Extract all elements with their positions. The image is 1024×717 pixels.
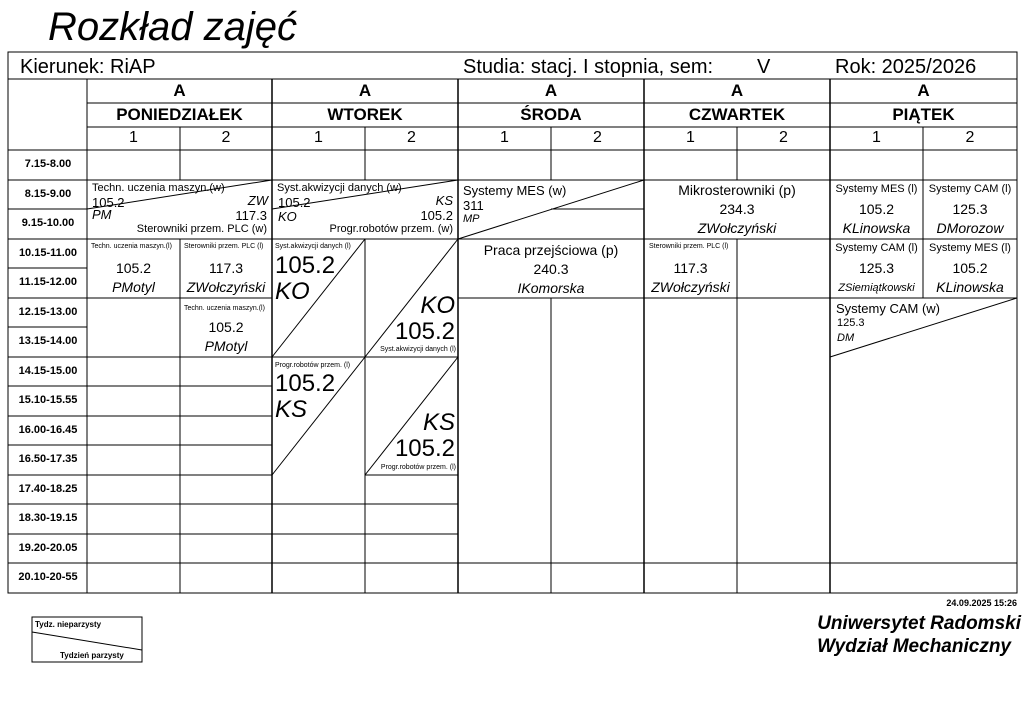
class-teacher: PMotyl	[112, 279, 155, 295]
class-teacher: KLinowska	[842, 220, 911, 236]
day-group: A	[173, 81, 186, 100]
class-room: 117.3	[673, 260, 708, 276]
class-room: 105.2	[394, 435, 455, 462]
day-name: CZWARTEK	[688, 105, 786, 124]
class-subject: Sterowniki przem. PLC (w)	[136, 223, 267, 235]
page-title: Rozkład zajęć	[48, 5, 298, 49]
class-room: 105.2	[420, 208, 453, 223]
class-subject: Systemy MES (w)	[463, 183, 567, 198]
subgroup-label: 2	[965, 129, 975, 146]
class-room: 105.2	[394, 318, 455, 345]
day-name: ŚRODA	[520, 105, 582, 124]
subgroup-label: 1	[129, 129, 138, 146]
class-subject: Systemy CAM (l)	[928, 183, 1012, 195]
class-teacher: KO	[275, 278, 310, 305]
time-slot: 14.15-15.00	[18, 365, 78, 377]
class-room: 105.2	[115, 260, 152, 276]
field-studia: Studia: stacj. I stopnia, sem:	[463, 56, 714, 78]
class-room: 117.3	[209, 260, 243, 276]
time-slot: 15.10-15.55	[18, 394, 78, 406]
class-subject: Techn. uczenia maszyn.(l)	[184, 305, 265, 312]
class-subject: Progr.robotów przem. (l)	[275, 362, 351, 369]
class-subject: Techn. uczenia maszyn.(w)	[92, 182, 225, 194]
day-name: WTOREK	[327, 105, 403, 124]
time-slot: 16.00-16.45	[18, 424, 78, 436]
subgroup-label: 1	[686, 129, 695, 146]
subgroup-label: 2	[407, 129, 416, 146]
class-room: 311	[463, 198, 484, 213]
legend-odd-week: Tydz. nieparzysty	[35, 620, 102, 629]
class-subject: Techn. uczenia maszyn.(l)	[91, 243, 172, 250]
university-name: Uniwersytet Radomski	[817, 613, 1021, 634]
class-teacher: PM	[92, 207, 112, 222]
day-group: A	[730, 81, 744, 100]
subgroup-label: 2	[779, 129, 788, 146]
time-slot: 17.40-18.25	[18, 483, 78, 495]
subgroup-label: 2	[221, 129, 231, 146]
class-room: 234.3	[719, 201, 755, 217]
class-subject: Systemy MES (l)	[929, 242, 1011, 254]
field-rok: Rok: 2025/2026	[835, 56, 977, 78]
class-teacher: ZWołczyński	[697, 220, 777, 236]
class-subject: Syst.akwizycji danych (w)	[277, 182, 402, 194]
day-group: A	[544, 81, 558, 100]
class-teacher: ZW	[247, 193, 268, 208]
class-teacher: ZWołczyński	[186, 279, 266, 295]
class-subject: Progr.robotów przem. (w)	[329, 223, 453, 235]
class-teacher: KS	[422, 409, 455, 436]
class-subject: Systemy CAM (l)	[835, 242, 918, 254]
class-teacher: DMorozow	[936, 220, 1004, 236]
subgroup-label: 2	[593, 129, 602, 146]
class-teacher: KS	[275, 396, 308, 423]
class-teacher: KO	[420, 292, 455, 319]
field-semester: V	[757, 56, 771, 78]
class-subject: Mikrosterowniki (p)	[678, 182, 796, 198]
subgroup-label: 1	[872, 129, 881, 146]
class-room: 105.2	[208, 319, 244, 335]
time-slot: 19.20-20.05	[18, 542, 78, 554]
class-subject: Progr.robotów przem. (l)	[380, 464, 456, 471]
class-teacher: IKomorska	[517, 280, 585, 296]
class-room: 105.2	[275, 252, 336, 279]
legend-even-week: Tydzień parzysty	[60, 651, 124, 660]
faculty-name: Wydział Mechaniczny	[817, 636, 1011, 657]
class-subject: Praca przejściowa (p)	[483, 242, 619, 258]
class-room: 240.3	[533, 261, 569, 277]
class-room: 105.2	[952, 260, 988, 276]
class-room: 125.3	[858, 260, 895, 276]
day-name: PONIEDZIAŁEK	[116, 105, 243, 124]
time-slot: 12.15-13.00	[18, 306, 78, 318]
class-subject: Sterowniki przem. PLC (l)	[649, 243, 729, 250]
class-room: 125.3	[952, 201, 988, 217]
print-timestamp: 24.09.2025 15:26	[946, 598, 1017, 608]
class-room: 117.3	[235, 208, 267, 223]
subgroup-label: 1	[500, 129, 509, 146]
class-teacher: ZWołczyński	[651, 279, 730, 295]
class-subject: Systemy MES (l)	[835, 183, 918, 195]
day-group: A	[917, 81, 930, 100]
class-teacher: DM	[837, 332, 855, 344]
time-slot: 11.15-12.00	[18, 276, 78, 288]
class-teacher: PMotyl	[204, 338, 248, 354]
time-slot: 7.15-8.00	[24, 158, 72, 170]
class-teacher: KLinowska	[936, 279, 1004, 295]
class-room: 105.2	[275, 370, 336, 397]
time-slot: 16.50-17.35	[18, 453, 78, 465]
class-subject: Sterowniki przem. PLC (l)	[184, 243, 264, 250]
class-teacher: ZSiemiątkowski	[838, 282, 915, 294]
class-room: 125.3	[837, 317, 865, 329]
class-teacher: MP	[463, 213, 480, 225]
day-name: PIĄTEK	[892, 105, 955, 124]
time-slot: 8.15-9.00	[24, 188, 72, 200]
class-room: 105.2	[92, 195, 125, 210]
class-room: 105.2	[278, 195, 311, 210]
day-group: A	[358, 81, 372, 100]
class-room: 105.2	[858, 201, 895, 217]
time-slot: 13.15-14.00	[18, 335, 78, 347]
class-subject: Systemy CAM (w)	[836, 301, 940, 316]
subgroup-label: 1	[314, 129, 323, 146]
class-subject: Syst.akwizycji danych (l)	[275, 243, 351, 250]
class-teacher: KO	[278, 209, 297, 224]
time-slot: 10.15-11.00	[18, 247, 78, 259]
time-slot: 18.30-19.15	[18, 512, 78, 524]
time-slot: 20.10-20-55	[18, 571, 78, 583]
field-kierunek: Kierunek: RiAP	[20, 56, 156, 78]
class-teacher: KS	[435, 193, 453, 208]
time-slot: 9.15-10.00	[21, 217, 75, 229]
class-subject: Syst.akwizycji danych (l)	[380, 346, 456, 353]
